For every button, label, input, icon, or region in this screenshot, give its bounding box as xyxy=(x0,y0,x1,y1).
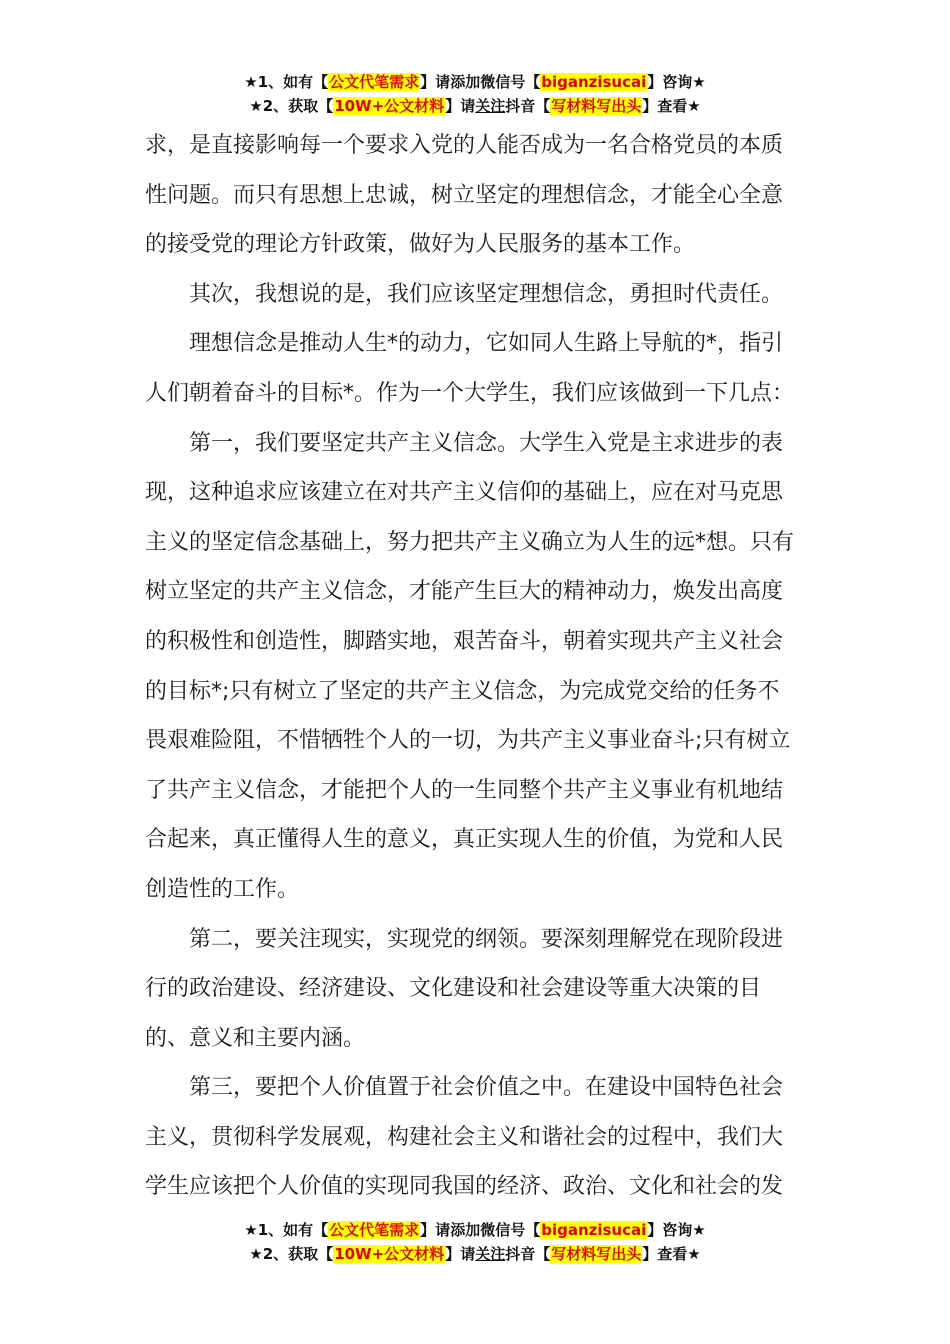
highlight-text: biganzisucai xyxy=(541,1221,647,1239)
banner-text: ★2、获取【 xyxy=(249,97,334,115)
text-line: 人们朝着奋斗的目标*。作为一个大学生，我们应该做到一下几点： xyxy=(145,380,795,406)
banner-text: 抖音【 xyxy=(505,1245,551,1263)
banner-text: ★2、获取【 xyxy=(249,1245,334,1263)
text-line: 性问题。而只有思想上忠诚，树立坚定的理想信念，才能全心全意 xyxy=(145,182,784,208)
banner-line-2 xyxy=(0,94,950,118)
paragraph xyxy=(145,121,810,270)
text-line: 的目标*;只有树立了坚定的共产主义信念，为完成党交给的任务不 xyxy=(145,678,780,704)
banner-line-1 xyxy=(0,1218,950,1242)
banner-text: 】咨询★ xyxy=(647,73,706,91)
text-line: 的、意义和主要内涵。 xyxy=(145,1025,366,1051)
banner-text: 】请 xyxy=(445,97,476,115)
text-line: 第一，我们要坚定共产主义信念。大学生入党是主求进步的表 xyxy=(189,430,784,456)
banner-text: 添加 xyxy=(450,1221,481,1239)
paragraph xyxy=(145,270,810,320)
banner-text: 关注 xyxy=(475,1245,506,1263)
highlight-text: 写材料写出头 xyxy=(551,97,642,115)
banner-text: 微信号【 xyxy=(480,73,541,91)
highlight-text: 10W+公文材料 xyxy=(334,1245,445,1263)
banner-text: 】请 xyxy=(420,1221,451,1239)
text-line: 树立坚定的共产主义信念，才能产生巨大的精神动力，焕发出高度 xyxy=(145,579,784,605)
highlight-text: 写材料写出头 xyxy=(551,1245,642,1263)
text-line: 现，这种追求应该建立在对共产主义信仰的基础上，应在对马克思 xyxy=(145,480,784,506)
banner-text: 微信号【 xyxy=(480,1221,541,1239)
banner-text: 】请 xyxy=(445,1245,476,1263)
banner-line-1 xyxy=(0,70,950,94)
text-line: 的接受党的理论方针政策，做好为人民服务的基本工作。 xyxy=(145,232,696,258)
text-line: 主义，贯彻科学发展观，构建社会主义和谐社会的过程中，我们大 xyxy=(145,1124,784,1150)
banner-text: 】查看★ xyxy=(642,1245,701,1263)
banner-text: 抖音【 xyxy=(505,97,551,115)
highlight-text: 公文代笔需求 xyxy=(329,1221,420,1239)
text-line: 行的政治建设、经济建设、文化建设和社会建设等重大决策的目 xyxy=(145,976,762,1002)
banner-text: 关注 xyxy=(475,97,506,115)
highlight-text: biganzisucai xyxy=(541,73,647,91)
highlight-text: 10W+公文材料 xyxy=(334,97,445,115)
paragraph xyxy=(145,419,810,915)
text-line: 畏艰难险阻，不惜牺牲个人的一切，为共产主义事业奋斗;只有树立 xyxy=(145,728,791,754)
text-line: 合起来，真正懂得人生的意义，真正实现人生的价值，为党和人民 xyxy=(145,827,784,853)
document-body xyxy=(145,121,810,1212)
text-line: 了共产主义信念，才能把个人的一生同整个共产主义事业有机地结 xyxy=(145,777,784,803)
paragraph xyxy=(145,915,810,1064)
text-line: 第二，要关注现实，实现党的纲领。要深刻理解党在现阶段进 xyxy=(189,926,784,952)
text-line: 学生应该把个人价值的实现同我国的经济、政治、文化和社会的发 xyxy=(145,1174,784,1200)
banner-text: 添加 xyxy=(450,73,481,91)
header-banner xyxy=(0,70,950,118)
banner-text: ★1、如有【 xyxy=(244,1221,329,1239)
text-line: 的积极性和创造性，脚踏实地，艰苦奋斗，朝着实现共产主义社会 xyxy=(145,628,784,654)
paragraph xyxy=(145,1063,810,1212)
banner-text: 】查看★ xyxy=(642,97,701,115)
banner-text: 】请 xyxy=(420,73,451,91)
banner-text: 】咨询★ xyxy=(647,1221,706,1239)
banner-text: ★1、如有【 xyxy=(244,73,329,91)
banner-line-2 xyxy=(0,1242,950,1266)
footer-banner xyxy=(0,1218,950,1266)
highlight-text: 公文代笔需求 xyxy=(329,73,420,91)
text-line: 其次，我想说的是，我们应该坚定理想信念，勇担时代责任。 xyxy=(189,281,784,307)
text-line: 主义的坚定信念基础上，努力把共产主义确立为人生的远*想。只有 xyxy=(145,529,795,555)
paragraph xyxy=(145,319,810,418)
text-line: 理想信念是推动人生*的动力，它如同人生路上导航的*，指引 xyxy=(189,331,784,357)
text-line: 第三，要把个人价值置于社会价值之中。在建设中国特色社会 xyxy=(189,1075,784,1101)
text-line: 创造性的工作。 xyxy=(145,876,300,902)
text-line: 求，是直接影响每一个要求入党的人能否成为一名合格党员的本质 xyxy=(145,133,784,158)
